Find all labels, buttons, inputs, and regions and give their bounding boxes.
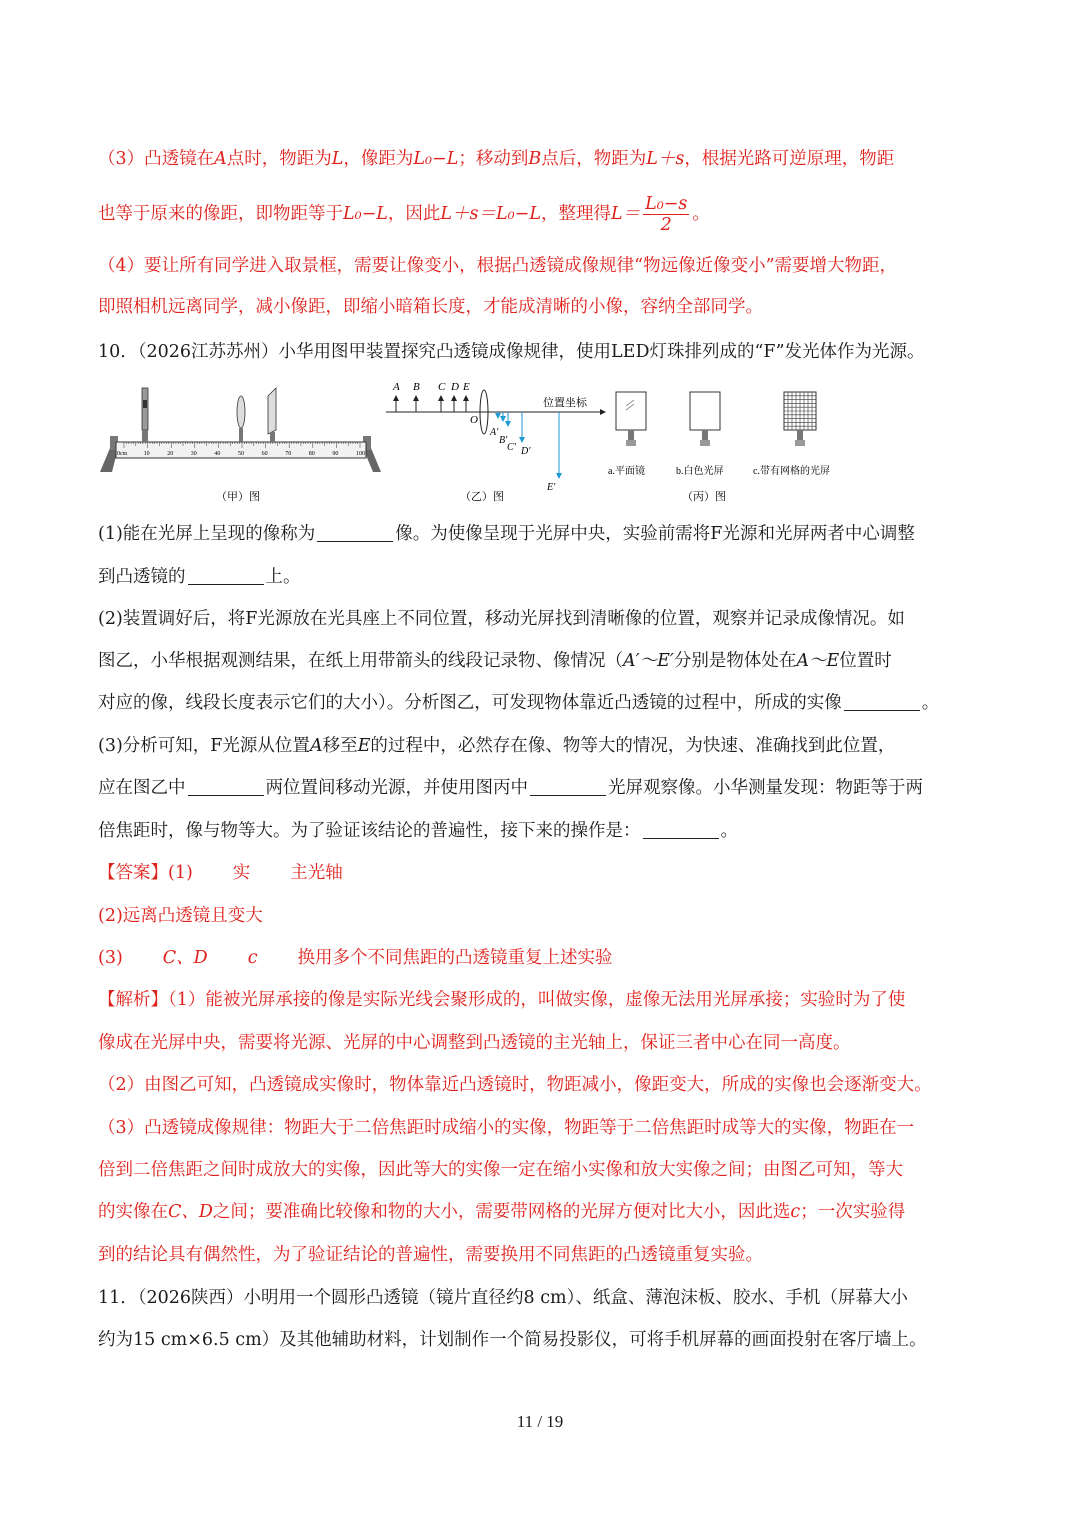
figure-yi-caption: （乙）图: [460, 491, 504, 503]
object-arrowhead-icon: [463, 395, 469, 401]
light-source-holder: [142, 430, 148, 442]
white-screen: [690, 392, 720, 430]
object-arrowhead-icon: [413, 395, 419, 401]
analysis-line-5: 倍到二倍焦距之间时成放大的实像，因此等大的实像一定在缩小实像和放大实像之间；由图乙可知，等大: [98, 1160, 903, 1180]
object-arrowhead-icon: [438, 395, 444, 401]
object-arrowhead-icon: [393, 395, 399, 401]
answer-blank[interactable]: [643, 820, 719, 839]
page-number: 11 / 19: [516, 1412, 564, 1431]
position-axis-label: 位置坐标: [543, 397, 587, 409]
image-label: D': [521, 446, 531, 457]
ruler-tick-label: 20: [167, 451, 174, 457]
image-label: E': [547, 482, 556, 493]
screen-a-label: a.平面镜: [608, 466, 645, 477]
plane-mirror: [616, 392, 646, 430]
figure-bing-screens: [608, 392, 830, 503]
figures-svg: [98, 376, 868, 506]
fraction: $\frac{\text{L₀−s}}{2}$: [645, 194, 688, 235]
answer-blank[interactable]: [317, 523, 393, 542]
question-10-part-2-line-3: 对应的像，线段长度表示它们的大小）。分析图乙，可发现物体靠近凸透镜的过程中，所成的实像 。: [98, 693, 940, 713]
analysis-line-6: 的实像在C、D之间；要准确比较像和物的大小，需要带网格的光屏方便对比大小，因此选c；一次实验得: [98, 1202, 906, 1222]
light-source-f: [143, 400, 147, 408]
question-10-intro: 10．（2026江苏苏州）小华用图甲装置探究凸透镜成像规律，使用LED灯珠排列成的“F”发光体作为光源。: [98, 342, 925, 362]
analysis-line-2: 像成在光屏中央，需要将光源、光屏的中心调整到凸透镜的主光轴上，保证三者中心在同一高度。: [98, 1033, 851, 1053]
solution-3-line-2: 也等于原来的像距，即物距等于L₀−L，因此L＋s＝L₀−L，整理得L＝ $\frac{\text{L₀−s}}{2}$ 。: [98, 194, 710, 235]
image-arrowhead-icon: [505, 421, 511, 427]
question-10-figures: [98, 376, 868, 506]
light-screen: [268, 388, 276, 434]
lens-center-label: O: [470, 414, 478, 426]
lens: [237, 396, 245, 428]
object-label: C: [438, 381, 446, 393]
answer-blank[interactable]: [188, 777, 264, 796]
analysis-line-7: 到的结论具有偶然性，为了验证结论的普遍性，需要换用不同焦距的凸透镜重复实验。: [98, 1245, 763, 1265]
image-label: C': [507, 442, 516, 453]
screen-b-label: b.白色光屏: [676, 466, 724, 477]
answer-line-1: 【答案】(1) 实 主光轴: [98, 863, 343, 883]
question-10-part-1-line-1: (1)能在光屏上呈现的像称为 像。为使像呈现于光屏中央，实验前需将F光源和光屏两者中心调整: [98, 524, 915, 544]
question-11-line-2: 约为15 cm×6.5 cm）及其他辅助材料，计划制作一个简易投影仪，可将手机屏幕的画面投射在客厅墙上。: [98, 1330, 927, 1350]
image-arrows: [489, 412, 562, 493]
object-label: B: [413, 381, 420, 393]
ruler-tick-label: 80: [308, 451, 315, 457]
object-label: A: [393, 381, 400, 393]
ruler-tick-label: 50: [238, 451, 244, 457]
screen-holder: [270, 432, 275, 442]
object-arrows: [392, 381, 470, 412]
question-10-part-3-line-1: (3)分析可知，F光源从位置A移至E的过程中，必然存在像、物等大的情况，为快速、准确找到此位置，: [98, 736, 896, 756]
axis-arrow-icon: [600, 409, 606, 415]
solution-4-line-2: 即照相机远离同学，减小像距，即缩小暗箱长度，才能成清晰的小像，容纳全部同学。: [98, 297, 763, 317]
ruler-tick-label: 100: [356, 451, 365, 457]
object-arrowhead-icon: [451, 395, 457, 401]
ruler-tick-label: 70: [285, 451, 292, 457]
solution-3-line-1: （3）凸透镜在A点时，物距为L，像距为L₀−L；移动到B点后，物距为L＋s，根据光路可逆原理，物距: [98, 149, 895, 169]
answer-line-3: (3) C、D c 换用多个不同焦距的凸透镜重复上述实验: [98, 948, 613, 968]
answer-blank[interactable]: [530, 777, 606, 796]
image-arrowhead-icon: [556, 473, 562, 479]
ruler-tick-label: 90: [332, 451, 339, 457]
figure-jia-caption: （甲）图: [216, 491, 260, 503]
solution-4-line-1: （4）要让所有同学进入取景框，需要让像变小，根据凸透镜成像规律“物远像近像变小”需要增大物距，: [98, 256, 898, 276]
object-label: E: [463, 381, 470, 393]
image-label: A': [490, 427, 499, 438]
figure-bing-caption: （丙）图: [682, 491, 726, 503]
analysis-line-1: 【解析】（1）能被光屏承接的像是实际光线会聚形成的，叫做实像，虚像无法用光屏承接；实验时为了使: [98, 990, 906, 1010]
question-10-part-2-line-1: (2)装置调好后，将F光源放在光具座上不同位置，移动光屏找到清晰像的位置，观察并记录成像情况。如: [98, 609, 905, 629]
answer-line-2: (2)远离凸透镜且变大: [98, 906, 263, 926]
lens-holder: [239, 428, 243, 442]
ruler-tick-label: 60: [261, 451, 268, 457]
image-arrowhead-icon: [519, 437, 525, 443]
question-10-part-3-line-3: 倍焦距时，像与物等大。为了验证该结论的普遍性，接下来的操作是： 。: [98, 821, 738, 841]
question-10-part-2-line-2: 图乙，小华根据观测结果，在纸上用带箭头的线段记录物、像情况（A′～E′分别是物体处在A～E位置时: [98, 651, 892, 671]
ruler-tick-label: 40: [214, 451, 221, 457]
bench-left-leg: [100, 448, 118, 472]
question-10-part-1-line-2: 到凸透镜的 上。: [98, 567, 301, 587]
screen-c-label: c.带有网格的光屏: [753, 466, 830, 477]
question-10-part-3-line-2: 应在图乙中 两位置间移动光源，并使用图丙中 光屏观察像。小华测量发现：物距等于两: [98, 778, 923, 798]
object-label: D: [451, 381, 459, 393]
light-source: [142, 388, 148, 430]
ruler-tick-label: 10: [143, 451, 150, 457]
ruler-unit-label: 0cm: [117, 451, 128, 457]
figure-yi-diagram: [386, 381, 606, 503]
ruler-tick-label: 30: [190, 451, 197, 457]
image-label: B': [499, 435, 508, 446]
answer-blank[interactable]: [188, 566, 264, 585]
analysis-line-4: （3）凸透镜成像规律：物距大于二倍焦距时成缩小的实像，物距等于二倍焦距时成等大的实像，物距在一: [98, 1118, 915, 1138]
figure-jia-optical-bench: [100, 388, 381, 503]
analysis-line-3: （2）由图乙可知，凸透镜成实像时，物体靠近凸透镜时，物距减小，像距变大，所成的实像也会逐渐变大。: [98, 1075, 932, 1095]
answer-blank[interactable]: [844, 692, 920, 711]
question-11-line-1: 11．（2026陕西）小明用一个圆形凸透镜（镜片直径约8 cm）、纸盒、薄泡沫板、胶水、手机（屏幕大小: [98, 1288, 908, 1308]
